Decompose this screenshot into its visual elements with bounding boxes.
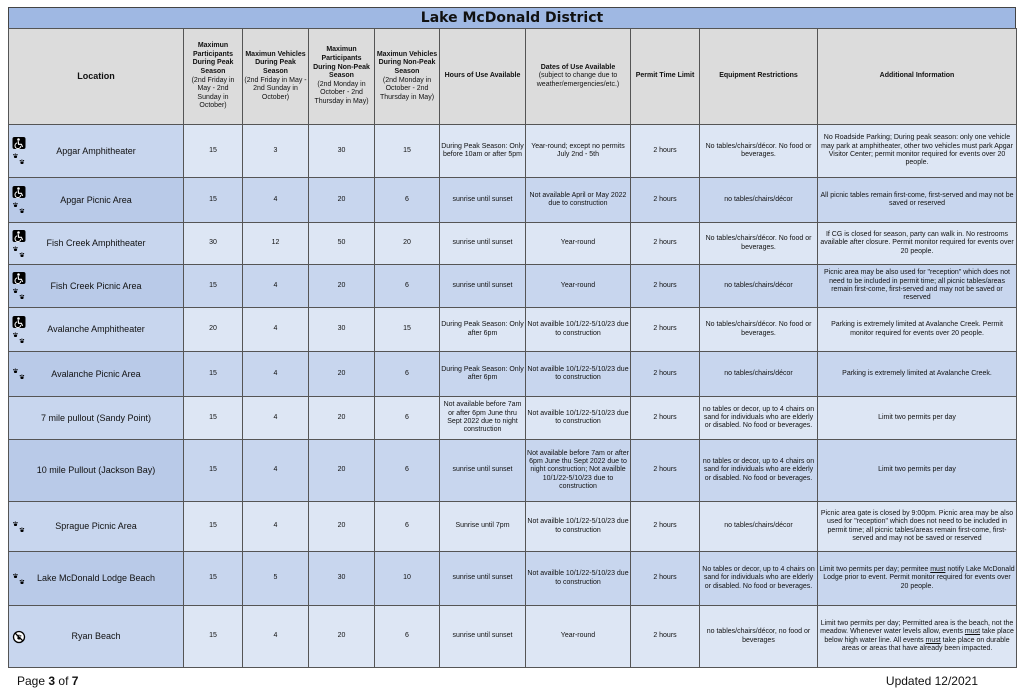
equipment-cell: No tables/chairs/décor. No food or beverages.	[700, 125, 818, 178]
permit-time-cell: 2 hours	[631, 265, 700, 308]
no-pets-icon	[12, 630, 26, 643]
location-cell	[9, 552, 184, 606]
paw-prints-icon	[12, 202, 26, 215]
max-vehicles-nonpeak: 6	[375, 352, 440, 397]
dates-cell: Not availble 10/1/22-5/10/23 due to construction	[526, 502, 631, 552]
max-participants-nonpeak: 20	[309, 397, 375, 440]
location-name: Fish Creek Amphitheater	[46, 238, 146, 249]
location-name: Avalanche Amphitheater	[47, 324, 145, 335]
location-cell	[9, 352, 184, 397]
header-subtext: (subject to change due to weather/emergencies/etc.)	[536, 72, 620, 88]
hours-cell: sunrise until sunset	[440, 265, 526, 308]
accessibility-icons	[12, 186, 26, 215]
table-row	[9, 223, 1017, 265]
paw-prints-icon	[12, 245, 26, 258]
max-participants-peak: 15	[184, 125, 243, 178]
location-cell	[9, 308, 184, 352]
dates-cell: Not available April or May 2022 due to construction	[526, 178, 631, 223]
accessibility-icons	[12, 368, 26, 381]
location-name: Sprague Picnic Area	[55, 521, 137, 532]
header-permit-time: Permit Time Limit	[631, 29, 700, 125]
hours-cell: sunrise until sunset	[440, 223, 526, 265]
paw-prints-icon	[12, 288, 26, 301]
max-vehicles-nonpeak: 6	[375, 397, 440, 440]
permit-time-cell: 2 hours	[631, 308, 700, 352]
max-vehicles-nonpeak: 6	[375, 440, 440, 502]
location-cell	[9, 125, 184, 178]
header-dates	[526, 29, 631, 125]
header-text: Maximun Participants During Peak Season	[192, 42, 234, 75]
max-participants-nonpeak: 30	[309, 125, 375, 178]
additional-info-cell: Parking is extremely limited at Avalanche Creek.	[818, 352, 1017, 397]
max-vehicles-peak: 4	[243, 606, 309, 668]
equipment-cell: no tables/chairs/décor, no food or beverages	[700, 606, 818, 668]
permit-time-cell: 2 hours	[631, 606, 700, 668]
page-total: 7	[71, 674, 79, 688]
max-vehicles-peak: 4	[243, 502, 309, 552]
location-name: Ryan Beach	[71, 631, 121, 642]
location-name: Apgar Picnic Area	[60, 194, 132, 205]
accessibility-icons	[12, 520, 26, 533]
page-number	[17, 673, 78, 689]
header-max-participants-nonpeak	[309, 29, 375, 125]
dates-cell: Year-round	[526, 223, 631, 265]
max-vehicles-peak: 5	[243, 552, 309, 606]
max-vehicles-peak: 4	[243, 397, 309, 440]
header-text: Maximun Vehicles During Peak Season	[245, 50, 306, 75]
max-participants-peak: 30	[184, 223, 243, 265]
additional-info-cell	[818, 606, 1017, 668]
emphasis-text: must	[930, 566, 946, 574]
permit-time-cell: 2 hours	[631, 352, 700, 397]
additional-info-cell	[818, 552, 1017, 606]
paw-prints-icon	[12, 331, 26, 344]
paw-prints-icon	[12, 520, 26, 533]
permit-time-cell: 2 hours	[631, 397, 700, 440]
table-body	[9, 125, 1017, 668]
max-participants-nonpeak: 20	[309, 606, 375, 668]
max-vehicles-nonpeak: 15	[375, 308, 440, 352]
accessibility-icons	[12, 572, 26, 585]
wheelchair-icon	[12, 137, 26, 150]
equipment-cell: No tables or decor, up to 4 chairs on sand for individuals who are elderly or disabled. No food or beverages.	[700, 552, 818, 606]
permit-time-cell: 2 hours	[631, 125, 700, 178]
equipment-cell: no tables/chairs/décor	[700, 352, 818, 397]
wheelchair-icon	[12, 272, 26, 285]
location-cell	[9, 440, 184, 502]
max-participants-nonpeak: 20	[309, 352, 375, 397]
info-text: Limit two permits per day; Permitted area is the beach, not the meadow. Whenever water levels allow, events	[820, 619, 1014, 636]
location-name: 7 mile pullout (Sandy Point)	[40, 412, 152, 423]
table-row	[9, 265, 1017, 308]
wheelchair-icon	[12, 186, 26, 199]
location-name: Fish Creek Picnic Area	[50, 280, 142, 291]
header-max-participants-peak	[184, 29, 243, 125]
permit-time-cell: 2 hours	[631, 552, 700, 606]
hours-cell: During Peak Season: Only before 10am or after 5pm	[440, 125, 526, 178]
info-text: notify Lake McDonald Lodge prior to event. Permit monitor required for events over 20 people.	[823, 566, 1015, 590]
header-subtext: (2nd Monday in October - 2nd Thursday in May)	[379, 76, 435, 101]
emphasis-text: must	[925, 636, 941, 644]
accessibility-icons	[12, 630, 26, 643]
page-current: 3	[48, 674, 56, 688]
updated-date: Updated 12/2021	[885, 674, 978, 688]
permit-time-cell: 2 hours	[631, 223, 700, 265]
additional-info-cell: Picnic area may be also used for "reception" which does not need to be included in permit time; all picnic tables/areas remain first-come, first-served and may not be saved or reserved	[818, 265, 1017, 308]
max-participants-nonpeak: 20	[309, 502, 375, 552]
table-row	[9, 308, 1017, 352]
max-vehicles-nonpeak: 20	[375, 223, 440, 265]
table-row	[9, 352, 1017, 397]
dates-cell: Not available before 7am or after 6pm June thu Sept 2022 due to night construction; Not availble 10/1/22-5/10/23 due to construction	[526, 440, 631, 502]
max-vehicles-peak: 4	[243, 352, 309, 397]
equipment-cell: no tables/chairs/décor	[700, 502, 818, 552]
location-cell	[9, 502, 184, 552]
max-vehicles-peak: 3	[243, 125, 309, 178]
max-vehicles-peak: 4	[243, 265, 309, 308]
max-vehicles-peak: 4	[243, 308, 309, 352]
dates-cell: Not availble 10/1/22-5/10/23 due to construction	[526, 308, 631, 352]
location-name: Avalanche Picnic Area	[51, 368, 141, 379]
location-cell	[9, 606, 184, 668]
header-max-vehicles-peak	[243, 29, 309, 125]
dates-cell: Year-round; except no permits July 2nd - 5th	[526, 125, 631, 178]
page-of: of	[58, 674, 69, 688]
max-vehicles-nonpeak: 6	[375, 178, 440, 223]
max-participants-peak: 15	[184, 352, 243, 397]
hours-cell: sunrise until sunset	[440, 440, 526, 502]
equipment-cell: no tables or decor, up to 4 chairs on sand for individuals who are elderly or disabled. No food or beverages.	[700, 440, 818, 502]
table-row	[9, 178, 1017, 223]
wheelchair-icon	[12, 315, 26, 328]
info-text: take place below high water line. All events	[824, 628, 1014, 644]
max-vehicles-peak: 4	[243, 178, 309, 223]
max-vehicles-nonpeak: 6	[375, 265, 440, 308]
header-additional: Additional Information	[818, 29, 1017, 125]
paw-prints-icon	[12, 153, 26, 166]
paw-prints-icon	[12, 368, 26, 381]
max-participants-peak: 15	[184, 397, 243, 440]
table-row	[9, 502, 1017, 552]
hours-cell: sunrise until sunset	[440, 178, 526, 223]
dates-cell: Not availble 10/1/22-5/10/23 due to construction	[526, 397, 631, 440]
hours-cell: Sunrise until 7pm	[440, 502, 526, 552]
header-subtext: (2nd Friday in May - 2nd Sunday in October)	[244, 76, 307, 101]
dates-cell: Year-round	[526, 265, 631, 308]
max-participants-peak: 20	[184, 308, 243, 352]
hours-cell: Not available before 7am or after 6pm June thru Sept 2022 due to night construction	[440, 397, 526, 440]
header-max-vehicles-nonpeak	[375, 29, 440, 125]
additional-info-cell: Picnic area gate is closed by 9:00pm. Picnic area may be also used for "reception" which does not need to be included in permit time; all picnic tables/areas remain first-come, first-served and may not be saved or reserved	[818, 502, 1017, 552]
location-cell	[9, 223, 184, 265]
page-label: Page	[17, 674, 46, 688]
max-participants-peak: 15	[184, 440, 243, 502]
table-row	[9, 440, 1017, 502]
location-name: 10 mile Pullout (Jackson Bay)	[36, 465, 156, 476]
wheelchair-icon	[12, 229, 26, 242]
additional-info-cell: No Roadside Parking; During peak season: only one vehicle may park at amphitheater, other two vehicles must park Apgar Visitor Center; permit monitor required for events over 20 people.	[818, 125, 1017, 178]
equipment-cell: no tables or decor, up to 4 chairs on sand for individuals who are elderly or disabled. No food or beverages.	[700, 397, 818, 440]
max-participants-nonpeak: 50	[309, 223, 375, 265]
location-name: Apgar Amphitheater	[56, 145, 136, 156]
max-vehicles-nonpeak: 15	[375, 125, 440, 178]
table-row	[9, 125, 1017, 178]
equipment-cell: No tables/chairs/décor. No food or beverages.	[700, 223, 818, 265]
max-participants-nonpeak: 30	[309, 552, 375, 606]
hours-cell: sunrise until sunset	[440, 552, 526, 606]
dates-cell: Not availble 10/1/22-5/10/23 due to construction	[526, 352, 631, 397]
locations-table	[8, 28, 1017, 668]
info-text: take place on durable areas or areas that have already been impacted.	[841, 636, 1010, 652]
equipment-cell: No tables/chairs/décor. No food or beverages.	[700, 308, 818, 352]
header-subtext: (2nd Monday in October - 2nd Thursday in May)	[314, 80, 369, 105]
table-row	[9, 397, 1017, 440]
header-subtext: (2nd Friday in May - 2nd Sunday in October)	[191, 76, 235, 110]
max-participants-peak: 15	[184, 502, 243, 552]
emphasis-text: must	[964, 628, 981, 636]
dates-cell: Not availble 10/1/22-5/10/23 due to construction	[526, 552, 631, 606]
permit-time-cell: 2 hours	[631, 440, 700, 502]
max-participants-nonpeak: 20	[309, 440, 375, 502]
additional-info-cell: All picnic tables remain first-come, first-served and may not be saved or reserved	[818, 178, 1017, 223]
permit-time-cell: 2 hours	[631, 502, 700, 552]
max-participants-nonpeak: 20	[309, 265, 375, 308]
additional-info-cell: Limit two permits per day	[818, 440, 1017, 502]
hours-cell: During Peak Season: Only after 6pm	[440, 308, 526, 352]
accessibility-icons	[12, 229, 26, 258]
max-participants-nonpeak: 30	[309, 308, 375, 352]
hours-cell: During Peak Season: Only after 6pm	[440, 352, 526, 397]
max-participants-nonpeak: 20	[309, 178, 375, 223]
additional-info-cell: Limit two permits per day	[818, 397, 1017, 440]
dates-cell: Year-round	[526, 606, 631, 668]
header-text: Maximun Vehicles During Non-Peak Season	[376, 50, 438, 75]
max-vehicles-nonpeak: 6	[375, 606, 440, 668]
max-vehicles-peak: 12	[243, 223, 309, 265]
additional-info-cell: If CG is closed for season, party can walk in. No restrooms available after closure. Permit monitor required for events over 20 people.	[818, 223, 1017, 265]
max-vehicles-peak: 4	[243, 440, 309, 502]
accessibility-icons	[12, 315, 26, 344]
max-participants-peak: 15	[184, 265, 243, 308]
additional-info-cell: Parking is extremely limited at Avalanche Creek. Permit monitor required for events over 20 people.	[818, 308, 1017, 352]
permit-sheet	[8, 7, 1016, 668]
district-title: Lake McDonald District	[8, 7, 1016, 28]
location-cell	[9, 265, 184, 308]
header-location: Location	[9, 29, 184, 125]
accessibility-icons	[12, 137, 26, 166]
max-participants-peak: 15	[184, 606, 243, 668]
location-cell	[9, 178, 184, 223]
accessibility-icons	[12, 272, 26, 301]
table-row	[9, 606, 1017, 668]
header-text: Maximun Participants During Non-Peak Season	[313, 46, 370, 80]
header-text: Dates of Use Available	[540, 63, 616, 71]
max-vehicles-nonpeak: 10	[375, 552, 440, 606]
table-row	[9, 552, 1017, 606]
header-equipment: Equipment Restrictions	[700, 29, 818, 125]
hours-cell: sunrise until sunset	[440, 606, 526, 668]
header-row	[9, 29, 1017, 125]
permit-time-cell: 2 hours	[631, 178, 700, 223]
location-name: Lake McDonald Lodge Beach	[36, 573, 156, 584]
paw-prints-icon	[12, 572, 26, 585]
header-hours: Hours of Use Available	[440, 29, 526, 125]
equipment-cell: no tables/chairs/décor	[700, 265, 818, 308]
equipment-cell: no tables/chairs/décor	[700, 178, 818, 223]
max-participants-peak: 15	[184, 178, 243, 223]
max-participants-peak: 15	[184, 552, 243, 606]
info-text: Limit two permits per day; permitee	[819, 566, 931, 574]
max-vehicles-nonpeak: 6	[375, 502, 440, 552]
location-cell	[9, 397, 184, 440]
